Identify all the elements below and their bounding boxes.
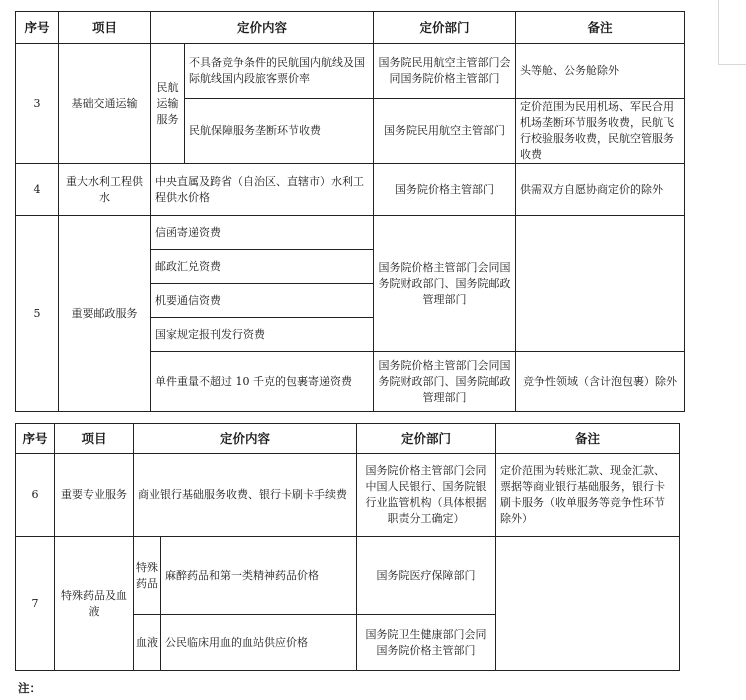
row-subitem: 民航运输服务 [151,44,185,164]
row-number: 6 [16,454,55,537]
price-table-part-2 [15,423,680,671]
row-item: 特殊药品及血液 [55,537,134,671]
row-note-empty [516,216,685,352]
table-row [16,216,685,250]
row-content: 信函寄递资费 [151,216,374,250]
row-content: 机要通信资费 [151,284,374,318]
row-content: 商业银行基础服务收费、银行卡刷卡手续费 [134,454,357,537]
table-row [16,454,680,537]
row-dept: 国务院医疗保障部门 [357,537,496,615]
row-number: 3 [16,44,59,164]
row-content: 中央直属及跨省（自治区、直辖市）水利工程供水价格 [151,164,374,216]
row-note: 头等舱、公务舱除外 [516,44,685,99]
table-row [16,537,680,615]
row-number: 4 [16,164,59,216]
row-item: 重大水利工程供水 [59,164,151,216]
header-serial: 序号 [16,424,55,454]
row-dept: 国务院价格主管部门会同国务院财政部门、国务院邮政管理部门 [374,216,516,352]
row-dept: 国务院价格主管部门会同国务院财政部门、国务院邮政管理部门 [374,352,516,412]
header-serial: 序号 [16,12,59,44]
row-item: 重要专业服务 [55,454,134,537]
row-note: 竞争性领域（含计泡包裹）除外 [516,352,685,412]
table-header-row [16,12,685,44]
row-note: 定价范围为民用机场、军民合用机场垄断环节服务收费，民航飞行校验服务收费，民航空管服务收费 [516,99,685,164]
row-content: 麻醉药品和第一类精神药品价格 [161,537,357,615]
row-content: 邮政汇兑资费 [151,250,374,284]
row-subitem: 血液 [134,615,161,671]
row-note: 定价范围为转账汇款、现金汇款、票据等商业银行基础服务，银行卡刷卡服务（收单服务等竞争性环节除外） [496,454,680,537]
row-content: 民航保障服务垄断环节收费 [185,99,374,164]
header-note: 备注 [496,424,680,454]
table-header-row [16,424,680,454]
table-row [16,164,685,216]
row-note: 供需双方自愿协商定价的除外 [516,164,685,216]
header-item: 项目 [55,424,134,454]
price-table-part-1 [15,11,685,412]
header-note: 备注 [516,12,685,44]
page-edge-decoration [718,0,746,65]
header-content: 定价内容 [151,12,374,44]
row-subitem: 特殊药品 [134,537,161,615]
row-content: 不具备竞争条件的民航国内航线及国际航线国内段旅客票价率 [185,44,374,99]
row-number: 7 [16,537,55,671]
footer-note: 注： [18,681,41,695]
row-dept: 国务院民用航空主管部门会同国务院价格主管部门 [374,44,516,99]
row-item: 基础交通运输 [59,44,151,164]
row-dept: 国务院卫生健康部门会同国务院价格主管部门 [357,615,496,671]
row-number: 5 [16,216,59,412]
header-dept: 定价部门 [374,12,516,44]
header-content: 定价内容 [134,424,357,454]
row-content: 单件重量不超过 10 千克的包裹寄递资费 [151,352,374,412]
header-item: 项目 [59,12,151,44]
row-dept: 国务院价格主管部门 [374,164,516,216]
row-content: 国家规定报刊发行资费 [151,318,374,352]
row-note-empty [496,537,680,671]
row-dept: 国务院民用航空主管部门 [374,99,516,164]
row-item: 重要邮政服务 [59,216,151,412]
header-dept: 定价部门 [357,424,496,454]
row-content: 公民临床用血的血站供应价格 [161,615,357,671]
row-dept: 国务院价格主管部门会同中国人民银行、国务院银行业监管机构（具体根据职责分工确定） [357,454,496,537]
table-row [16,44,685,99]
